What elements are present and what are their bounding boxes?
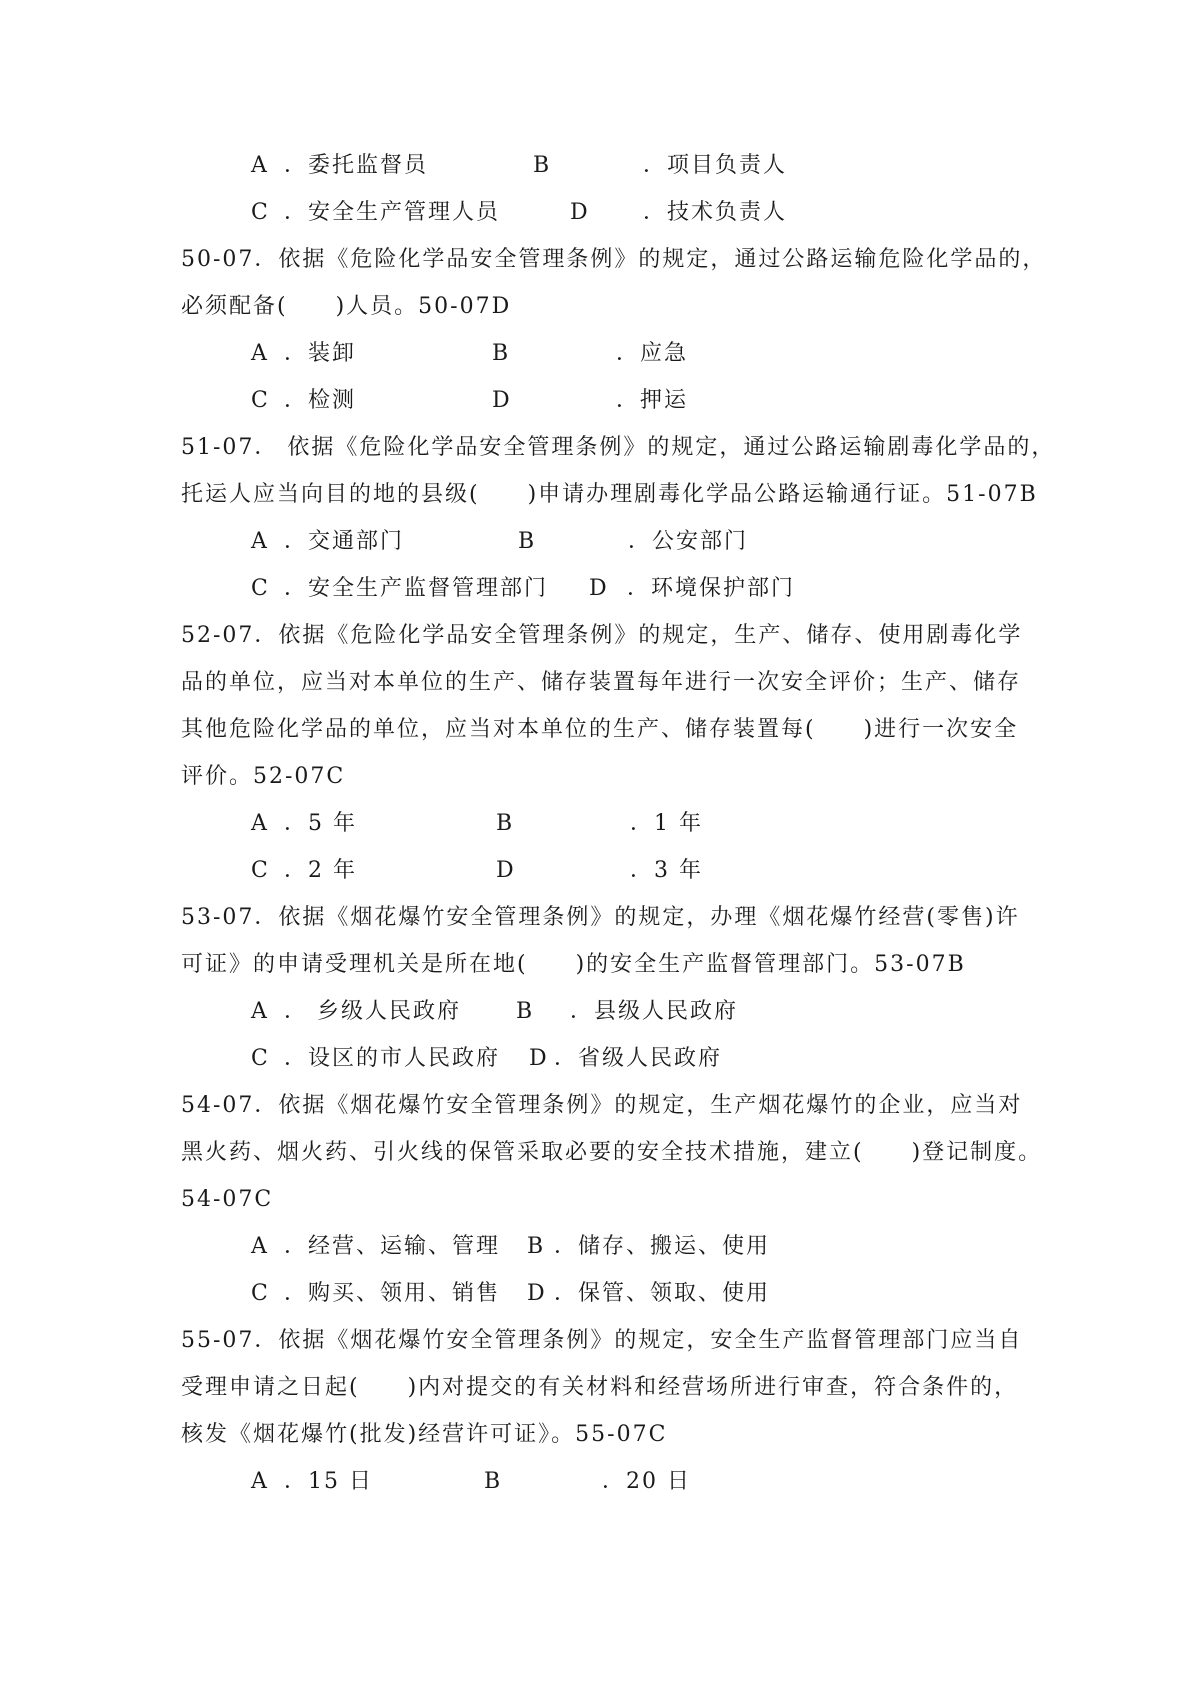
option-text: ．储存、搬运、使用 <box>554 1234 771 1259</box>
option-text: ． 乡级人民政府 <box>284 999 461 1024</box>
option-letter: C <box>251 388 270 413</box>
option-letter: B <box>533 153 552 178</box>
option-text: ．2 年 <box>284 858 357 883</box>
option-letter: D <box>570 200 590 225</box>
option-text: ．项目负责人 <box>643 153 788 178</box>
option-text: ．购买、领用、销售 <box>284 1281 501 1306</box>
question-52-line-4: 评价。52-07C <box>181 764 346 789</box>
option-letter: C <box>251 200 270 225</box>
option-letter: D <box>496 858 516 883</box>
option-text: ．省级人民政府 <box>554 1046 723 1071</box>
question-55-line-3: 核发《烟花爆竹(批发)经营许可证》。55-07C <box>181 1422 668 1447</box>
option-letter: D <box>492 388 512 413</box>
question-52-line-1: 52-07．依据《危险化学品安全管理条例》的规定，生产、储存、使用剧毒化学 <box>181 623 1023 648</box>
option-text: ．押运 <box>616 388 689 413</box>
option-text: ．环境保护部门 <box>627 576 796 601</box>
option-letter: B <box>492 341 511 366</box>
option-text: ．经营、运输、管理 <box>284 1234 501 1259</box>
option-letter: B <box>527 1234 546 1259</box>
question-51-line-1: 51-07． 依据《危险化学品安全管理条例》的规定，通过公路运输剧毒化学品的， <box>181 435 1056 460</box>
option-letter: C <box>251 1281 270 1306</box>
option-letter: B <box>496 811 515 836</box>
option-text: ．20 日 <box>602 1469 691 1494</box>
question-53-line-1: 53-07．依据《烟花爆竹安全管理条例》的规定，办理《烟花爆竹经营(零售)许 <box>181 905 1020 930</box>
option-letter: D <box>589 576 609 601</box>
option-letter: A <box>251 999 269 1024</box>
option-letter: A <box>251 153 269 178</box>
question-52-line-2: 品的单位，应当对本单位的生产、储存装置每年进行一次安全评价；生产、储存 <box>181 670 1022 695</box>
option-text: ．安全生产监督管理部门 <box>284 576 549 601</box>
option-text: ．安全生产管理人员 <box>284 200 501 225</box>
question-54-line-2: 黑火药、烟火药、引火线的保管采取必要的安全技术措施，建立( )登记制度。 <box>181 1140 1043 1165</box>
question-55-line-2: 受理申请之日起( )内对提交的有关材料和经营场所进行审查，符合条件的， <box>181 1375 1019 1400</box>
option-letter: C <box>251 576 270 601</box>
question-50-line-2: 必须配备( )人员。50-07D <box>181 294 512 319</box>
question-50-line-1: 50-07．依据《危险化学品安全管理条例》的规定，通过公路运输危险化学品的， <box>181 247 1047 272</box>
option-letter: A <box>251 1469 269 1494</box>
question-55-line-1: 55-07．依据《烟花爆竹安全管理条例》的规定，安全生产监督管理部门应当自 <box>181 1328 1023 1353</box>
option-text: ．县级人民政府 <box>570 999 739 1024</box>
question-52-line-3: 其他危险化学品的单位，应当对本单位的生产、储存装置每( )进行一次安全 <box>181 717 1019 742</box>
option-text: ．交通部门 <box>284 529 405 554</box>
option-text: ．15 日 <box>284 1469 373 1494</box>
option-text: ．1 年 <box>630 811 703 836</box>
option-text: ．公安部门 <box>628 529 749 554</box>
option-letter: A <box>251 1234 269 1259</box>
option-letter: D <box>527 1281 547 1306</box>
option-letter: C <box>251 1046 270 1071</box>
option-text: ．设区的市人民政府 <box>284 1046 501 1071</box>
option-text: ．检测 <box>284 388 357 413</box>
option-letter: A <box>251 811 269 836</box>
option-letter: B <box>484 1469 503 1494</box>
question-54-line-3: 54-07C <box>181 1187 274 1212</box>
option-text: ．技术负责人 <box>643 200 788 225</box>
option-letter: B <box>516 999 535 1024</box>
option-text: ．委托监督员 <box>284 153 429 178</box>
option-text: ．3 年 <box>630 858 703 883</box>
question-54-line-1: 54-07．依据《烟花爆竹安全管理条例》的规定，生产烟花爆竹的企业，应当对 <box>181 1093 1023 1118</box>
option-text: ．5 年 <box>284 811 357 836</box>
option-letter: A <box>251 341 269 366</box>
question-53-line-2: 可证》的申请受理机关是所在地( )的安全生产监督管理部门。53-07B <box>181 952 966 977</box>
option-letter: A <box>251 529 269 554</box>
option-letter: C <box>251 858 270 883</box>
option-letter: D <box>529 1046 549 1071</box>
option-text: ．保管、领取、使用 <box>554 1281 771 1306</box>
option-letter: B <box>518 529 537 554</box>
option-text: ．应急 <box>616 341 689 366</box>
option-text: ．装卸 <box>284 341 357 366</box>
question-51-line-2: 托运人应当向目的地的县级( )申请办理剧毒化学品公路运输通行证。51-07B <box>181 482 1038 507</box>
